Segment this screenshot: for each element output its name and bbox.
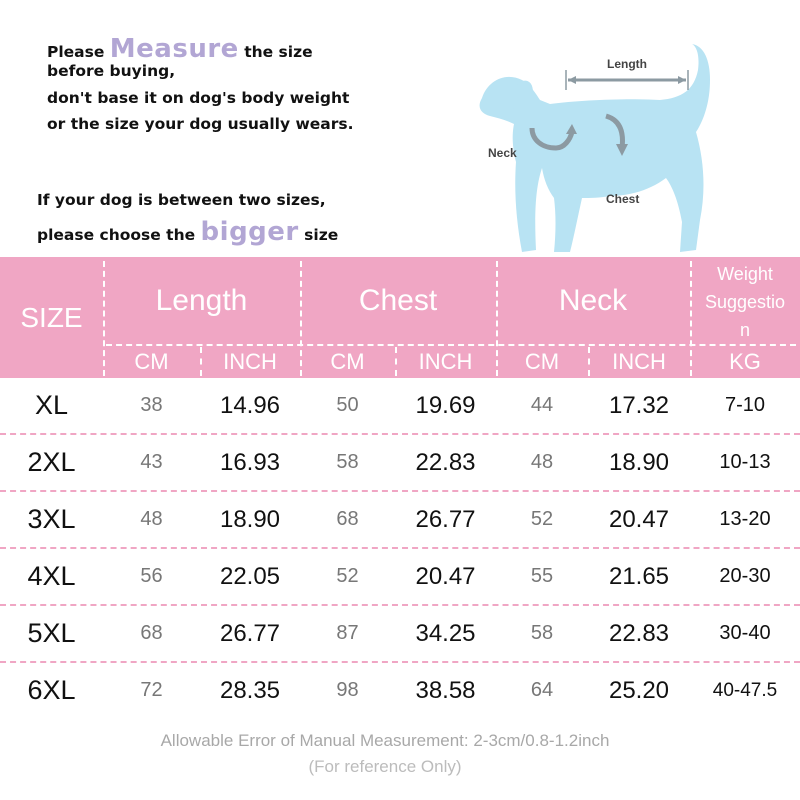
unit-inch: INCH (612, 348, 666, 374)
unit-cm: CM (134, 348, 169, 374)
table-row (0, 549, 800, 606)
advice-line-1: If your dog is between two sizes, (37, 191, 326, 209)
chest-label: Chest (606, 192, 640, 206)
chest-cm-cell: 87 (336, 622, 359, 644)
table-row (0, 378, 800, 435)
length-inch-cell: 26.77 (219, 619, 281, 647)
neck-cm-cell: 64 (530, 679, 554, 701)
advice-text: size (304, 226, 339, 244)
neck-cm-cell: 52 (530, 508, 554, 530)
weight-header-line: Weight (717, 264, 773, 284)
reference-note: (For reference Only) (308, 757, 462, 776)
length-label: Length (607, 57, 647, 71)
neck-header: Neck (558, 284, 628, 317)
instruction-line-4: or the size your dog usually wears. (47, 115, 354, 133)
chest-header: Chest (358, 284, 438, 317)
header-divider (106, 344, 796, 346)
length-header: Length (155, 284, 248, 317)
unit-inch: INCH (223, 348, 277, 374)
length-inch-cell: 16.93 (219, 448, 281, 476)
unit-cm: CM (330, 348, 365, 374)
instruction-text: Please (47, 43, 105, 61)
weight-kg-cell: 10-13 (719, 451, 771, 473)
unit-cm: CM (524, 348, 560, 374)
neck-label: Neck (488, 146, 517, 160)
weight-kg-cell: 30-40 (719, 622, 771, 644)
length-inch-cell: 22.05 (219, 562, 281, 590)
neck-inch-cell: 18.90 (608, 448, 670, 476)
size-table-header (0, 257, 800, 378)
size-cell: 4XL (27, 561, 76, 591)
neck-cm-cell: 44 (530, 394, 554, 416)
chest-inch-cell: 34.25 (415, 619, 476, 647)
size-cell: 3XL (27, 504, 76, 534)
neck-cm-cell: 48 (530, 451, 554, 473)
neck-cm-cell: 55 (530, 565, 554, 587)
size-advice (37, 184, 338, 251)
chest-cm-cell: 52 (336, 565, 359, 587)
header-divider (395, 347, 397, 376)
length-cm-cell: 56 (140, 565, 163, 587)
neck-inch-cell: 22.83 (608, 619, 670, 647)
weight-kg-cell: 13-20 (719, 508, 771, 530)
size-cell: 6XL (27, 675, 76, 705)
length-cm-cell: 72 (140, 679, 163, 701)
unit-kg: KG (729, 348, 761, 374)
advice-text: please choose the (37, 226, 196, 244)
size-cell: 5XL (27, 618, 76, 648)
table-row (0, 663, 800, 720)
header-divider (496, 261, 498, 376)
table-row (0, 492, 800, 549)
neck-inch-cell: 20.47 (608, 505, 670, 533)
length-cm-cell: 38 (140, 394, 163, 416)
header-divider (588, 347, 590, 376)
header-divider (200, 347, 202, 376)
header-divider (300, 261, 302, 376)
chest-cm-cell: 98 (336, 679, 359, 701)
length-inch-cell: 14.96 (219, 391, 281, 419)
unit-inch: INCH (418, 348, 473, 374)
dog-measurement-diagram (460, 40, 720, 258)
measure-instructions (47, 36, 447, 137)
chest-inch-cell: 38.58 (415, 676, 476, 704)
weight-kg-cell: 7-10 (724, 394, 766, 416)
chest-inch-cell: 22.83 (415, 448, 476, 476)
chest-inch-cell: 26.77 (415, 505, 476, 533)
size-cell: 2XL (27, 447, 76, 477)
size-header: SIZE (20, 301, 83, 333)
chest-inch-cell: 19.69 (415, 391, 476, 419)
size-cell: XL (34, 390, 69, 420)
length-cm-cell: 43 (140, 451, 163, 473)
highlight-bigger: bigger (200, 217, 299, 247)
header-divider (103, 261, 105, 376)
weight-kg-cell: 20-30 (719, 565, 771, 587)
neck-inch-cell: 21.65 (608, 562, 670, 590)
chest-cm-cell: 50 (336, 394, 359, 416)
length-indicator (566, 57, 688, 90)
length-inch-cell: 18.90 (219, 505, 281, 533)
advice-line-2 (37, 216, 338, 251)
weight-header-line: Suggestio (704, 292, 786, 312)
neck-inch-cell: 17.32 (608, 391, 670, 419)
chest-inch-cell: 20.47 (415, 562, 476, 590)
table-row (0, 606, 800, 663)
measurement-error-note: Allowable Error of Manual Measurement: 2-3cm/0.8-1.2inch (160, 731, 610, 750)
highlight-measure: Measure (109, 34, 239, 64)
length-cm-cell: 48 (140, 508, 163, 530)
chest-cm-cell: 58 (336, 451, 359, 473)
neck-inch-cell: 25.20 (608, 676, 670, 704)
chest-cm-cell: 68 (336, 508, 359, 530)
weight-suggestion-header (690, 259, 800, 345)
weight-kg-cell: 40-47.5 (712, 679, 778, 701)
instruction-line-3: don't base it on dog's body weight (47, 89, 350, 107)
instruction-line-2: before buying, (47, 62, 176, 80)
length-inch-cell: 28.35 (219, 676, 281, 704)
table-row (0, 435, 800, 492)
instruction-text: the size (244, 43, 313, 61)
header-divider (690, 261, 692, 376)
length-cm-cell: 68 (140, 622, 163, 644)
neck-cm-cell: 58 (530, 622, 554, 644)
weight-header-line: n (739, 320, 750, 340)
